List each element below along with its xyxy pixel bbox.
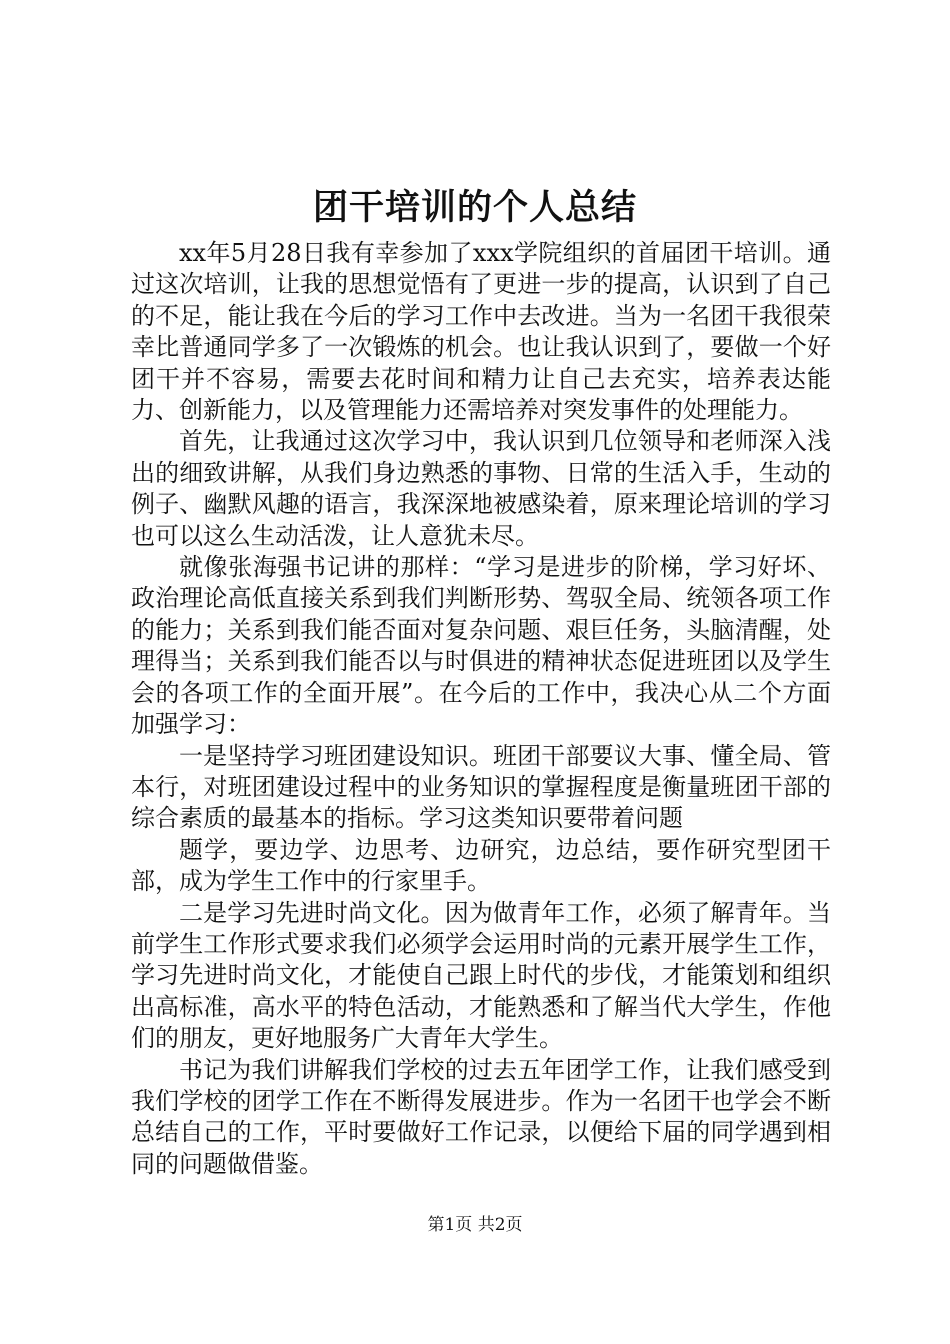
paragraph: 就像张海强书记讲的那样：“学习是进步的阶梯，学习好坏、政治理论高低直接关系到我们判断形势、驾驭全局、统领各项工作的能力；关系到我们能否面对复杂问题、艰巨任务，头脑清醒，处理得当；关系到我们能否以与时俱进的精神状态促进班团以及学生会的各项工作的全面开展”。在今后的工作中，我决心从二个方面加强学习：: [131, 553, 831, 739]
document-title: 团干培训的个人总结: [312, 187, 637, 228]
paragraph: 题学，要边学、边思考、边研究，边总结，要作研究型团干部，成为学生工作中的行家里手。: [131, 835, 831, 896]
document-body: [131, 238, 831, 1180]
paragraph: xx年5月28日我有幸参加了xxx学院组织的首届团干培训。通过这次培训，让我的思想觉悟有了更进一步的提高，认识到了自己的不足，能让我在今后的学习工作中去改进。当为一名团干我很荣幸比普通同学多了一次锻炼的机会。也让我认识到了，要做一个好团干并不容易，需要去花时间和精力让自己去充实，培养表达能力、创新能力，以及管理能力还需培养对突发事件的处理能力。: [131, 239, 831, 425]
paragraph: 二是学习先进时尚文化。因为做青年工作，必须了解青年。当前学生工作形式要求我们必须学会运用时尚的元素开展学生工作，学习先进时尚文化，才能使自己跟上时代的步伐，才能策划和组织出高标准，高水平的特色活动，才能熟悉和了解当代大学生，作他们的朋友，更好地服务广大青年大学生。: [131, 898, 831, 1053]
paragraph: 首先，让我通过这次学习中，我认识到几位领导和老师深入浅出的细致讲解，从我们身边熟悉的事物、日常的生活入手，生动的例子、幽默风趣的语言，我深深地被感染着，原来理论培训的学习也可以这么生动活泼，让人意犹未尽。: [131, 427, 831, 550]
paragraph: 一是坚持学习班团建设知识。班团干部要议大事、懂全局、管本行，对班团建设过程中的业务知识的掌握程度是衡量班团干部的综合素质的最基本的指标。学习这类知识要带着问题: [131, 741, 831, 833]
page-footer: 第1页 共2页: [427, 1215, 523, 1235]
paragraph: 书记为我们讲解我们学校的过去五年团学工作，让我们感受到我们学校的团学工作在不断得发展进步。作为一名团干也学会不断总结自己的工作，平时要做好工作记录，以便给下届的同学遇到相同的问题做借鉴。: [131, 1055, 831, 1178]
